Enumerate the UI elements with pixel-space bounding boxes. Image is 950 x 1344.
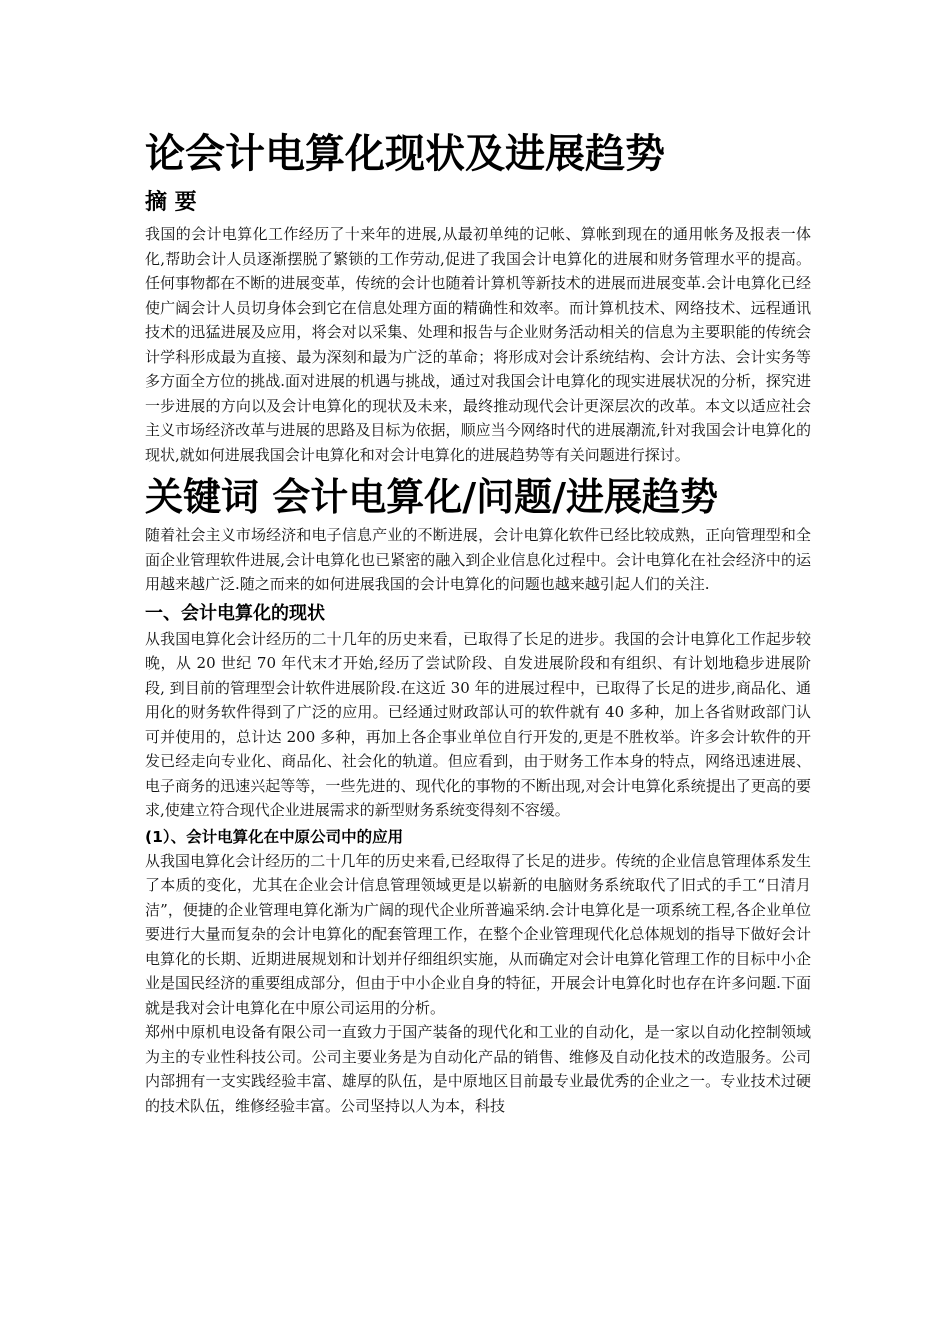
subsection-paragraph: 从我国电算化会计经历的二十几年的历史来看,已经取得了长足的进步。传统的企业信息管理体系发生了本质的变化，尤其在企业会计信息管理领域更是以崭新的电脑财务系统取代了旧式的手工“日清月洁”，便捷的企业管理电算化渐为广阔的现代企业所普遍采纳.会计电算化是一项系统工程,各企业单位要进行大量而复杂的会计电算化的配套管理工作，在整个企业管理现代化总体规划的指导下做好会计电算化的长期、近期进展规划和计划并仔细组织实施，从而确定对会计电算化管理工作的目标中小企业是国民经济的重要组成部分，但由于中小企业自身的特征，开展会计电算化时也存在许多问题.下面就是我对会计电算化在中原公司运用的分析。 — [145, 851, 811, 1017]
document-body — [145, 128, 811, 1118]
subsection-heading: (1）、会计电算化在中原公司中的应用 — [145, 827, 404, 846]
abstract-paragraph: 我国的会计电算化工作经历了十来年的进展,从最初单纯的记帐、算帐到现在的通用帐务及报表一体化,帮助会计人员逐渐摆脱了繁锁的工作劳动,促进了我国会计电算化的进展和财务管理水平的提高。任何事物都在不断的进展变革，传统的会计也随着计算机等新技术的进展而进展变革.会计电算化已经使广阔会计人员切身体会到它在信息处理方面的精确性和效率。而计算机技术、网络技术、远程通讯技术的迅猛进展及应用，将会对以采集、处理和报告与企业财务活动相关的信息为主要职能的传统会计学科形成最为直接、最为深刻和最为广泛的革命；将形成对会计系统结构、会计方法、会计实务等多方面全方位的挑战.面对进展的机遇与挑战，通过对我国会计电算化的现实进展状况的分析，探究进一步进展的方向以及会计电算化的现状及未来，最终推动现代会计更深层次的改革。本文以适应社会主义市场经济改革与进展的思路及目标为依据，顺应当今网络时代的进展潮流,针对我国会计电算化的现状,就如何进展我国会计电算化和对会计电算化的进展趋势等有关问题进行探讨。 — [145, 225, 811, 464]
intro-paragraph: 随着社会主义市场经济和电子信息产业的不断进展，会计电算化软件已经比较成熟，正向管理型和全面企业管理软件进展,会计电算化也已紧密的融入到企业信息化过程中。会计电算化在社会经济中的运用越来越广泛.随之而来的如何进展我国的会计电算化的问题也越来越引起人们的关注. — [145, 526, 811, 593]
section-paragraph: 从我国电算化会计经历的二十几年的历史来看，已取得了长足的进步。我国的会计电算化工作起步较晚，从 20 世纪 70 年代末才开始,经历了尝试阶段、自发进展阶段和有组织、有计划地稳步进展阶段, 到目前的管理型会计软件进展阶段.在这近 30 年的进展过程中，已取得了长足的进步,商品化、通用化的财务软件得到了广泛的应用。已经通过财政部认可的软件就有 40 多种，加上各省财政部门认可并使用的，总计达 200 多种，再加上各企事业单位自行开发的,更是不胜枚举。许多会计软件的开发已经走向专业化、商品化、社会化的轨道。但应看到，由于财务工作本身的特点，网络迅速进展、电子商务的迅速兴起等等，一些先进的、现代化的事物的不断出现,对会计电算化系统提出了更高的要求,使建立符合现代企业进展需求的新型财务系统变得刻不容缓。 — [145, 629, 811, 819]
abstract-heading: 摘 要 — [145, 190, 197, 215]
section-heading: 一、会计电算化的现状 — [145, 602, 325, 624]
document-title: 论会计电算化现状及进展趋势 — [145, 131, 665, 177]
company-paragraph: 郑州中原机电设备有限公司一直致力于国产装备的现代化和工业的自动化，是一家以自动化控制领域为主的专业性科技公司。公司主要业务是为自动化产品的销售、维修及自动化技术的改造服务。公司内部拥有一支实践经验丰富、雄厚的队伍，是中原地区目前最专业最优秀的企业之一。专业技术过硬的技术队伍，维修经验丰富。公司坚持以人为本，科技 — [145, 1023, 811, 1115]
keywords-heading: 关键词 会计电算化/问题/进展趋势 — [145, 475, 718, 519]
